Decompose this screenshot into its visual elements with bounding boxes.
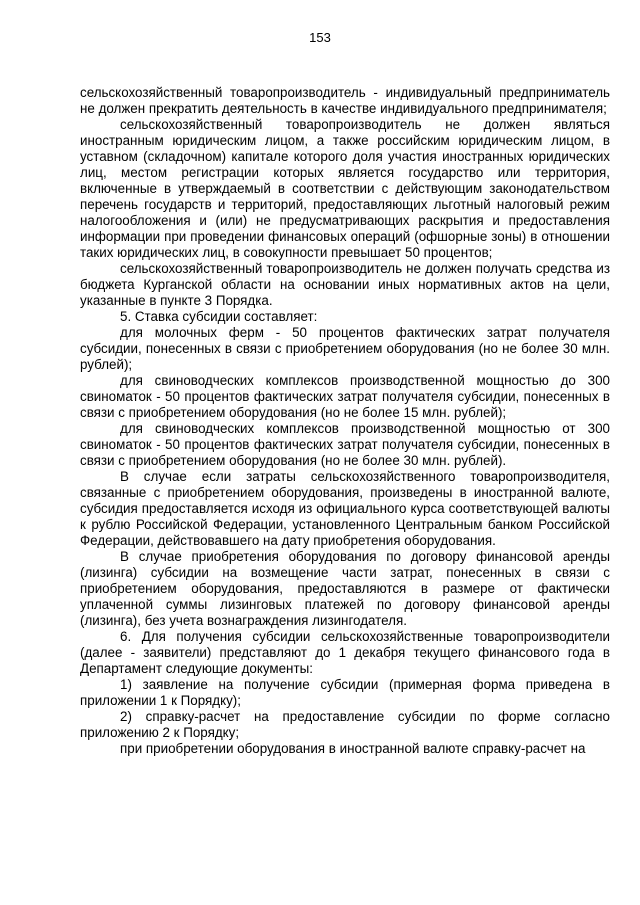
paragraph-6: для свиноводческих комплексов производственной мощностью до 300 свиноматок - 50 процентов фактических затрат получателя субсидии, понесенных в связи с приобретением оборудования (но не более 15 млн. рублей); — [80, 373, 610, 420]
paragraph-1: сельскохозяйственный товаропроизводитель - индивидуальный предприниматель не должен прекратить деятельность в качестве индивидуального предпринимателя; — [80, 85, 610, 116]
paragraph-12: 2) справку-расчет на предоставление субсидии по форме согласно приложению 2 к Порядку; — [80, 709, 610, 740]
paragraph-4: 5. Ставка субсидии составляет: — [120, 309, 318, 324]
paragraph-13: при приобретении оборудования в иностранной валюте справку-расчет на — [120, 741, 586, 756]
document-body — [80, 85, 610, 757]
paragraph-11: 1) заявление на получение субсидии (примерная форма приведена в приложении 1 к Порядку); — [80, 677, 610, 708]
paragraph-7: для свиноводческих комплексов производственной мощностью от 300 свиноматок - 50 процентов фактических затрат получателя субсидии, понесенных в связи с приобретением оборудования (но не более 30 млн. рублей). — [80, 421, 610, 468]
paragraph-9: В случае приобретения оборудования по договору финансовой аренды (лизинга) субсидии на возмещение части затрат, понесенных в связи с приобретением оборудования, предоставляются в размере от фактически уплаченной суммы лизинговых платежей по договору финансовой аренды (лизинга), без учета вознаграждения лизингодателя. — [80, 549, 610, 628]
paragraph-8: В случае если затраты сельскохозяйственного товаропроизводителя, связанные с приобретением оборудования, произведены в иностранной валюте, субсидия предоставляется исходя из официального курса соответствующей валюты к рублю Российской Федерации, установленного Центральным банком Российской Федерации, действовавшего на дату приобретения оборудования. — [80, 469, 610, 548]
paragraph-2: сельскохозяйственный товаропроизводитель не должен являться иностранным юридическим лицом, а также российским юридическим лицом, в уставном (складочном) капитале которого доля участия иностранных юридических лиц, местом регистрации которых является государство или территория, включенные в утверждаемый в соответствии с действующим законодательством перечень государств и территорий, предоставляющих льготный налоговый режим налогообложения и (или) не предусматривающих раскрытия и предоставления информации при проведении финансовых операций (офшорные зоны) в отношении таких юридических лиц, в совокупности превышает 50 процентов; — [80, 117, 610, 260]
paragraph-10: 6. Для получения субсидии сельскохозяйственные товаропроизводители (далее - заявители) представляют до 1 декабря текущего финансового года в Департамент следующие документы: — [80, 629, 610, 676]
paragraph-5: для молочных ферм - 50 процентов фактических затрат получателя субсидии, понесенных в связи с приобретением оборудования (но не более 30 млн. рублей); — [80, 325, 610, 372]
paragraph-3: сельскохозяйственный товаропроизводитель не должен получать средства из бюджета Курганской области на основании иных нормативных актов на цели, указанные в пункте 3 Порядка. — [80, 261, 610, 308]
page-number: 153 — [309, 30, 331, 45]
